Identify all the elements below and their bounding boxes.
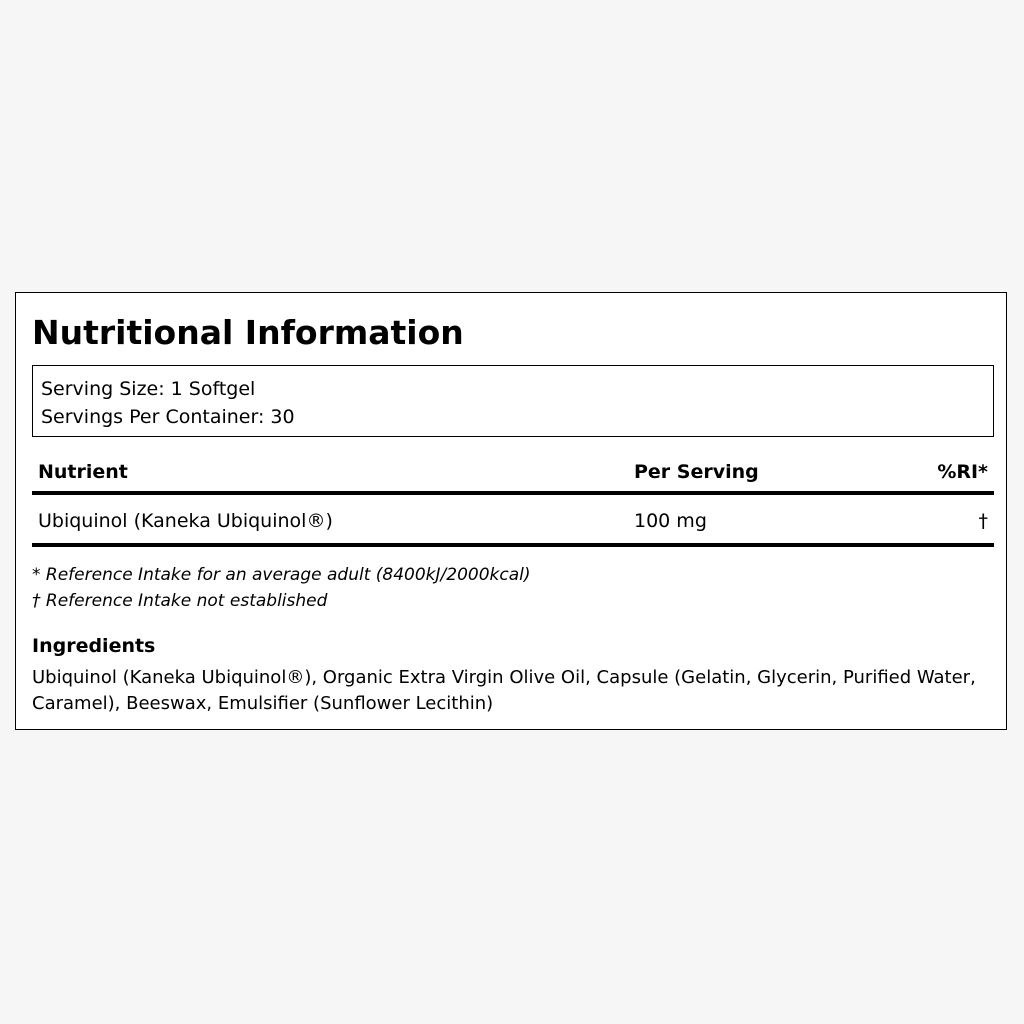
nutrient-ri: †	[978, 510, 988, 532]
column-header-ri: %RI*	[937, 461, 988, 483]
footnotes	[32, 562, 531, 614]
nutrition-panel	[15, 292, 1007, 730]
ingredients-heading: Ingredients	[32, 635, 156, 657]
table-row	[32, 495, 994, 547]
footnote-reference-intake: * Reference Intake for an average adult (8400kJ/2000kcal)	[32, 565, 531, 585]
nutrient-name: Ubiquinol (Kaneka Ubiquinol®)	[38, 510, 333, 532]
serving-size: Serving Size: 1 Softgel	[41, 378, 256, 400]
serving-info-box	[32, 365, 994, 437]
footnote-not-established: † Reference Intake not established	[32, 591, 328, 611]
table-header-row	[32, 453, 994, 495]
column-header-nutrient: Nutrient	[38, 461, 128, 483]
ingredients-text: Ubiquinol (Kaneka Ubiquinol®), Organic Extra Virgin Olive Oil, Capsule (Gelatin, Glycerin, Purified Water, Caramel), Beeswax, Emulsifier (Sunflower Lecithin)	[32, 667, 976, 714]
nutrient-amount: 100 mg	[634, 510, 707, 532]
page-title: Nutritional Information	[32, 313, 464, 352]
servings-per-container: Servings Per Container: 30	[41, 406, 295, 428]
column-header-per-serving: Per Serving	[634, 461, 759, 483]
nutrient-table	[32, 453, 994, 547]
